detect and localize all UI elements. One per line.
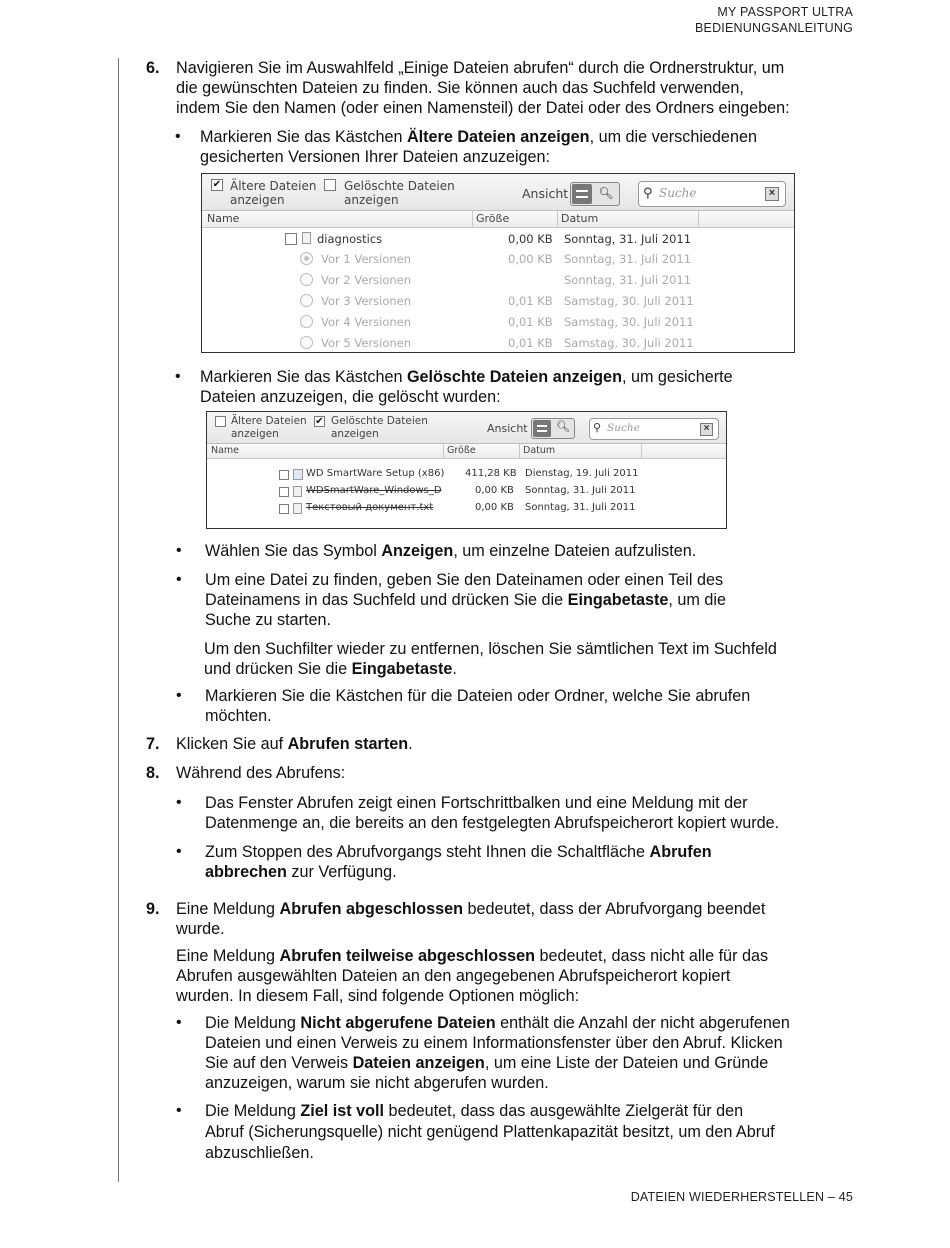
view-toggle[interactable] [531, 418, 575, 439]
bullet-text: Zum Stoppen des Abrufvorgangs steht Ihnen die Schaltfläche Abrufen abbrechen zur Verfügung. [205, 843, 712, 881]
row-date: Samstag, 30. Juli 2011 [564, 336, 694, 350]
bullet-glyph: • [176, 794, 182, 811]
row-size: 0,01 KB [508, 336, 553, 350]
row-name[interactable]: Vor 2 Versionen [321, 273, 412, 287]
bullet-glyph: • [175, 368, 181, 385]
bullet-text: Markieren Sie das Kästchen Ältere Dateien anzeigen, um die verschiedenen gesicherten Versionen Ihrer Dateien anzuzeigen: [200, 128, 757, 166]
row-date: Samstag, 30. Juli 2011 [564, 294, 694, 308]
margin-rule [118, 58, 119, 1182]
bullet-text: Die Meldung Ziel ist voll bedeutet, dass das ausgewählte Zielgerät für den Abruf (Sicherungsquelle) nicht genügend Plattenkapazität besitzt, um den Abruf abzuschließen. [205, 1102, 775, 1162]
screenshot-deleted-files [206, 411, 727, 529]
partial-restore-note: Eine Meldung Abrufen teilweise abgeschlossen bedeutet, dass nicht alle für das Abrufen ausgewählten Dateien an den angegebenen Abrufspeicherort kopiert wurden. In diesem Fall, sind folgende Optionen möglich: [176, 947, 769, 1005]
bullet-glyph: • [176, 571, 182, 588]
view-toggle[interactable] [570, 182, 620, 206]
bullet-text: Das Fenster Abrufen zeigt einen Fortschrittbalken und eine Meldung mit der Datenmenge an, die bereits an den festgelegten Abrufspeicherort kopiert wurde. [205, 794, 780, 832]
column-header [202, 211, 794, 228]
row-date: Sonntag, 31. Juli 2011 [525, 485, 636, 496]
step-text: Navigieren Sie im Auswahlfeld „Einige Dateien abrufen“ durch die Ordnerstruktur, um die gewünschten Dateien zu finden. Sie können auch das Suchfeld verwenden, indem Sie den Namen (oder einen Namensteil) der Datei oder des Ordners eingeben: [176, 59, 790, 117]
row-checkbox[interactable] [279, 504, 289, 514]
row-name[interactable]: WDSmartWare_Windows_D [306, 485, 442, 496]
search-icon: ⚲ [593, 422, 602, 434]
list-view-icon[interactable] [572, 184, 592, 204]
bullet-glyph: • [176, 687, 182, 704]
col-name[interactable]: Name [207, 212, 240, 225]
row-size: 411,28 KB [465, 468, 517, 479]
row-size: 0,01 KB [508, 294, 553, 308]
search-icon: ⚲ [643, 185, 653, 200]
row-size: 0,01 KB [508, 315, 553, 329]
list-view-icon[interactable] [533, 420, 551, 437]
screenshot-older-files [201, 173, 795, 353]
file-icon [293, 486, 302, 497]
header-manual: BEDIENUNGSANLEITUNG [695, 21, 853, 35]
bullet-text: Wählen Sie das Symbol Anzeigen, um einzelne Dateien aufzulisten. [205, 542, 697, 560]
header-product: MY PASSPORT ULTRA [717, 5, 853, 19]
version-radio[interactable] [300, 273, 313, 286]
step-number: 6. [146, 59, 160, 77]
row-date: Samstag, 30. Juli 2011 [564, 315, 694, 329]
version-radio[interactable] [300, 315, 313, 328]
row-name[interactable]: Vor 1 Versionen [321, 252, 412, 266]
row-checkbox[interactable] [285, 233, 297, 245]
deleted-files-label: Gelöschte Dateien anzeigen [344, 179, 455, 207]
bullet-glyph: • [175, 128, 181, 145]
col-date[interactable]: Datum [561, 212, 599, 225]
deleted-files-checkbox[interactable] [324, 179, 336, 191]
bullet-glyph: • [176, 843, 182, 860]
row-name[interactable]: Текстовый документ.txt [306, 502, 434, 513]
page-header [695, 4, 853, 36]
search-placeholder: Suche [607, 422, 640, 434]
row-name[interactable]: Vor 5 Versionen [321, 336, 412, 350]
row-size: 0,00 KB [475, 485, 514, 496]
view-label: Ansicht [522, 186, 569, 201]
search-placeholder: Suche [659, 186, 697, 200]
older-files-label: Ältere Dateien anzeigen [231, 415, 307, 440]
row-size: 0,00 KB [508, 252, 553, 266]
bullet-text: Die Meldung Nicht abgerufene Dateien enthält die Anzahl der nicht abgerufenen Dateien und einen Verweis zu einem Informationsfenster über den Abruf. Klicken Sie auf den Verweis Dateien anzeigen, um eine Liste der Dateien und Gründe anzuzeigen, warum sie nicht abgerufen wurden. [205, 1014, 790, 1092]
search-field[interactable] [589, 418, 719, 440]
search-view-icon[interactable]: 🔍︎ [556, 421, 570, 433]
file-icon [302, 232, 311, 244]
version-radio[interactable] [300, 336, 313, 349]
step-text: Eine Meldung Abrufen abgeschlossen bedeutet, dass der Abrufvorgang beendet wurde. [176, 900, 766, 938]
version-radio[interactable] [300, 294, 313, 307]
file-icon [293, 503, 302, 514]
bullet-glyph: • [176, 542, 182, 559]
clear-search-icon[interactable]: × [700, 423, 713, 436]
row-date: Sonntag, 31. Juli 2011 [564, 252, 692, 266]
row-size: 0,00 KB [475, 502, 514, 513]
row-size: 0,00 KB [508, 232, 553, 246]
step-text: Während des Abrufens: [176, 764, 346, 782]
step-number: 9. [146, 900, 160, 918]
search-filter-note: Um den Suchfilter wieder zu entfernen, löschen Sie sämtlichen Text im Suchfeld und drücken Sie die Eingabetaste. [204, 640, 777, 678]
step-text: Klicken Sie auf Abrufen starten. [176, 735, 413, 753]
row-date: Dienstag, 19. Juli 2011 [525, 468, 639, 479]
row-checkbox[interactable] [279, 470, 289, 480]
column-header [207, 444, 726, 459]
row-name[interactable]: WD SmartWare Setup (x86) [306, 468, 445, 479]
row-name[interactable]: Vor 4 Versionen [321, 315, 412, 329]
row-date: Sonntag, 31. Juli 2011 [564, 232, 692, 246]
col-size[interactable]: Größe [476, 212, 510, 225]
row-date: Sonntag, 31. Juli 2011 [564, 273, 692, 287]
search-view-icon[interactable]: 🔍︎ [598, 186, 614, 200]
step-number: 8. [146, 764, 160, 782]
older-files-label: Ältere Dateien anzeigen [230, 179, 317, 207]
search-field[interactable] [638, 181, 786, 207]
deleted-files-checkbox[interactable]: ✔ [315, 416, 324, 427]
row-date: Sonntag, 31. Juli 2011 [525, 502, 636, 513]
col-name[interactable]: Name [211, 445, 240, 456]
page-footer: DATEIEN WIEDERHERSTELLEN – 45 [630, 1190, 853, 1204]
deleted-files-label: Gelöschte Dateien anzeigen [331, 415, 428, 440]
step-number: 7. [146, 735, 160, 753]
row-name[interactable]: diagnostics [317, 232, 383, 246]
version-radio[interactable] [300, 252, 313, 265]
col-size[interactable]: Größe [447, 445, 476, 456]
bullet-text: Markieren Sie die Kästchen für die Dateien oder Ordner, welche Sie abrufen möchten. [205, 687, 751, 725]
bullet-glyph: • [176, 1014, 182, 1031]
col-date[interactable]: Datum [523, 445, 556, 456]
bullet-text: Um eine Datei zu finden, geben Sie den Dateinamen oder einen Teil des Dateinamens in das Suchfeld und drücken Sie die Eingabetaste, um die Suche zu starten. [205, 571, 727, 629]
row-checkbox[interactable] [279, 487, 289, 497]
view-label: Ansicht [487, 422, 528, 435]
setup-icon [293, 469, 303, 480]
row-name[interactable]: Vor 3 Versionen [321, 294, 412, 308]
bullet-glyph: • [176, 1102, 182, 1119]
older-files-checkbox[interactable]: ✔ [212, 179, 222, 190]
clear-search-icon[interactable]: × [765, 187, 779, 201]
bullet-text: Markieren Sie das Kästchen Gelöschte Dateien anzeigen, um gesicherte Dateien anzuzeigen, die gelöscht wurden: [200, 368, 733, 406]
older-files-checkbox[interactable] [215, 416, 226, 427]
